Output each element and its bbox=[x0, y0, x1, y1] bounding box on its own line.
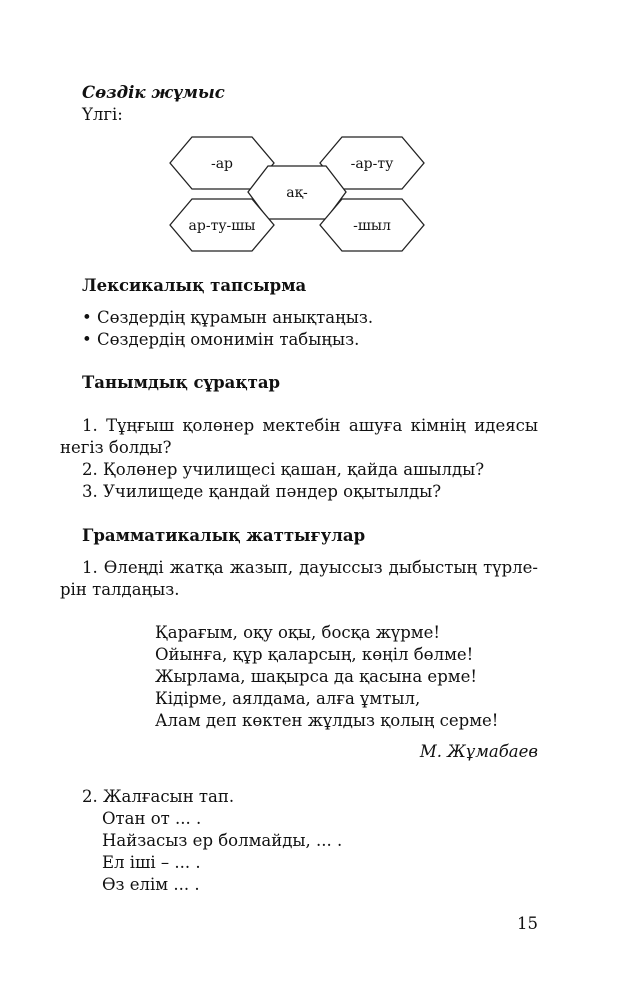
lexical-heading: Лексикалық тапсырма bbox=[82, 276, 307, 295]
word-formation-diagram bbox=[160, 130, 440, 270]
question-1-line-2: негіз болды? bbox=[60, 438, 172, 457]
exercise-2-heading: 2. Жалғасын тап. bbox=[82, 787, 235, 806]
lexical-item-1: • Сөздердің құрамын анықтаңыз. bbox=[82, 308, 374, 327]
hex-top-right-label: -ар-ту bbox=[350, 156, 394, 172]
hex-center-label: ақ- bbox=[286, 185, 308, 201]
proverb-item: Ел іші – ... . bbox=[102, 853, 201, 872]
vocab-heading: Сөздік жұмыс bbox=[82, 83, 225, 102]
question-3: 3. Училищеде қандай пәндер оқытылды? bbox=[82, 482, 442, 501]
poem-line: Ойынға, құр қаларсың, көңіл бөлме! bbox=[155, 645, 474, 664]
proverb-item: Отан от ... . bbox=[102, 809, 202, 828]
hex-bottom-left bbox=[170, 199, 274, 251]
page-number: 15 bbox=[517, 914, 538, 933]
proverb-item: Найзасыз ер болмайды, ... . bbox=[102, 831, 343, 850]
exercise-1-line-1: 1. Өлеңді жатқа жазып, дауыссыз дыбыстың түрле- bbox=[82, 558, 538, 577]
poem-line: Қарағым, оқу оқы, босқа жүрме! bbox=[155, 623, 441, 642]
hex-bottom-right-label: -шыл bbox=[353, 218, 391, 234]
poem-line: Кідірме, аялдама, алға ұмтыл, bbox=[155, 689, 421, 708]
hex-bottom-left-label: ар-ту-шы bbox=[188, 218, 256, 234]
poem-line: Жырлама, шақырса да қасына ерме! bbox=[155, 667, 477, 686]
sample-label: Үлгі: bbox=[82, 105, 123, 124]
cognitive-heading: Танымдық сұрақтар bbox=[82, 373, 281, 392]
proverb-item: Өз елім ... . bbox=[102, 875, 200, 894]
hex-bottom-right bbox=[320, 199, 424, 251]
exercise-1-line-2: рін талдаңыз. bbox=[60, 580, 180, 599]
question-1-line-1: 1. Тұңғыш қолөнер мектебін ашуға кімнің идеясы bbox=[82, 416, 538, 435]
lexical-item-2: • Сөздердің омонимін табыңыз. bbox=[82, 330, 360, 349]
poem-line: Алам деп көктен жұлдыз қолың серме! bbox=[155, 711, 499, 730]
hex-top-left-label: -ар bbox=[210, 156, 234, 172]
grammar-heading: Грамматикалық жаттығулар bbox=[82, 526, 366, 545]
question-2: 2. Қолөнер училищесі қашан, қайда ашылды? bbox=[82, 460, 485, 479]
poem-author: М. Жұмабаев bbox=[419, 742, 538, 761]
